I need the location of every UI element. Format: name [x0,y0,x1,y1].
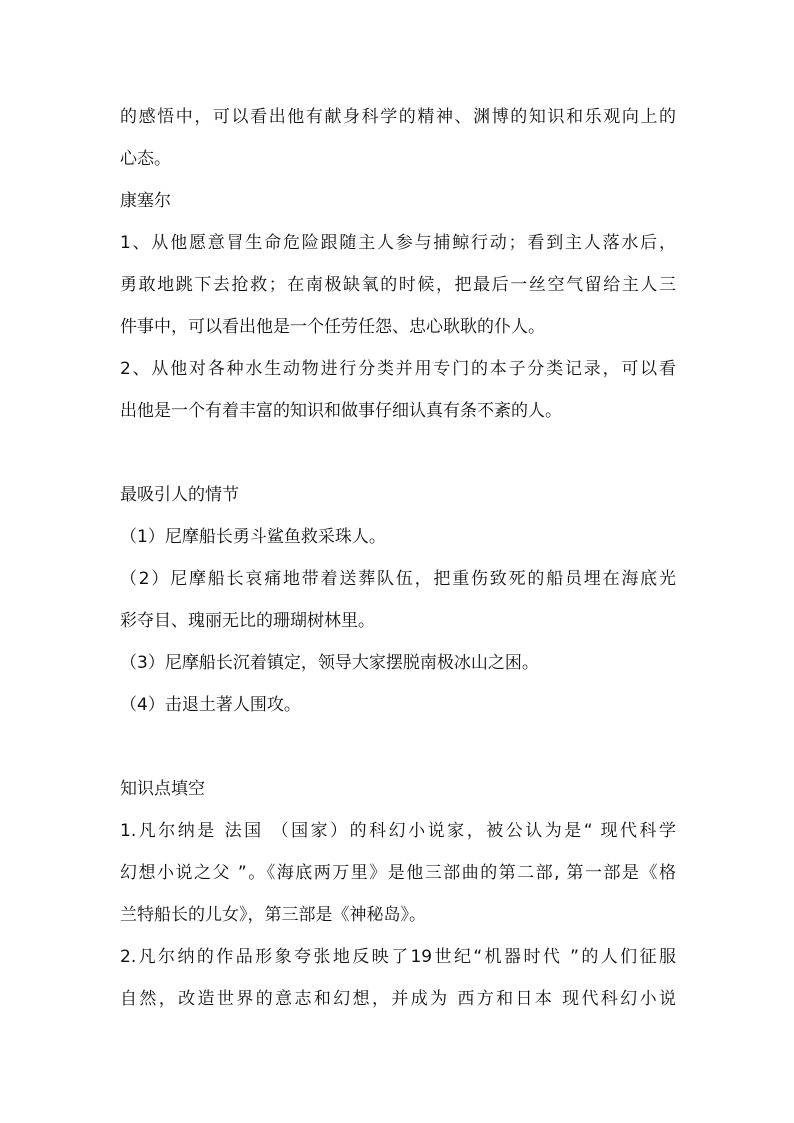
text-line: 幻想小说之父 ”。《海底两万里》是他三部曲的第二部, 第一部是《格 [120,863,676,883]
section-heading-fill-in: 知识点填空 [120,779,205,799]
section-heading-plot: 最吸引人的情节 [120,485,239,505]
text-line: 自然，改造世界的意志和幻想，并成为 西方和日本 现代科幻小说 [120,989,676,1009]
text-line: 2、从他对各种水生动物进行分类并用专门的本子分类记录，可以看 [120,359,676,379]
plot-item-1: （1）尼摩船长勇斗鲨鱼救采珠人。 [120,527,386,547]
section-fill-in [120,768,676,1020]
text-line: 的感悟中，可以看出他有献身科学的精神、渊博的知识和乐观向上的 [120,107,676,127]
text-line: 1.凡尔纳是 法国 （国家）的科幻小说家，被公认为是“ 现代科学 [120,821,676,841]
kangsaier-item-1 [120,222,676,348]
blank-line [120,432,676,474]
plot-item-3: （3）尼摩船长沉着镇定，领导大家摆脱南极冰山之困。 [120,653,539,673]
text-line: 2.凡尔纳的作品形象夸张地反映了19世纪“机器时代 ”的人们征服 [120,947,676,967]
fill-item-1 [120,810,676,936]
text-line: 兰特船长的儿女》，第三部是《神秘岛》。 [120,905,426,925]
section-plot [120,474,676,726]
document-page [120,96,676,1020]
kangsaier-item-2 [120,348,676,432]
text-line: 出他是一个有着丰富的知识和做事仔细认真有条不紊的人。 [120,401,562,421]
intro-paragraph [120,96,676,180]
plot-item-2 [120,558,676,642]
text-line: 件事中，可以看出他是一个任劳任怨、忠心耿耿的仆人。 [120,317,545,337]
plot-item-4: （4）击退土著人围攻。 [120,695,301,715]
text-line: 勇敢地跳下去抢救；在南极缺氧的时候，把最后一丝空气留给主人三 [120,275,676,295]
text-line: 彩夺目、瑰丽无比的珊瑚树林里。 [120,611,375,631]
text-line: （2）尼摩船长哀痛地带着送葬队伍，把重伤致死的船员埋在海底光 [120,569,676,589]
text-line: 1、从他愿意冒生命危险跟随主人参与捕鲸行动；看到主人落水后， [120,233,676,253]
blank-line [120,726,676,768]
text-line: 心态。 [120,149,171,169]
section-kangsaier [120,180,676,432]
fill-item-2 [120,936,676,1020]
section-heading-kangsaier: 康塞尔 [120,191,171,211]
